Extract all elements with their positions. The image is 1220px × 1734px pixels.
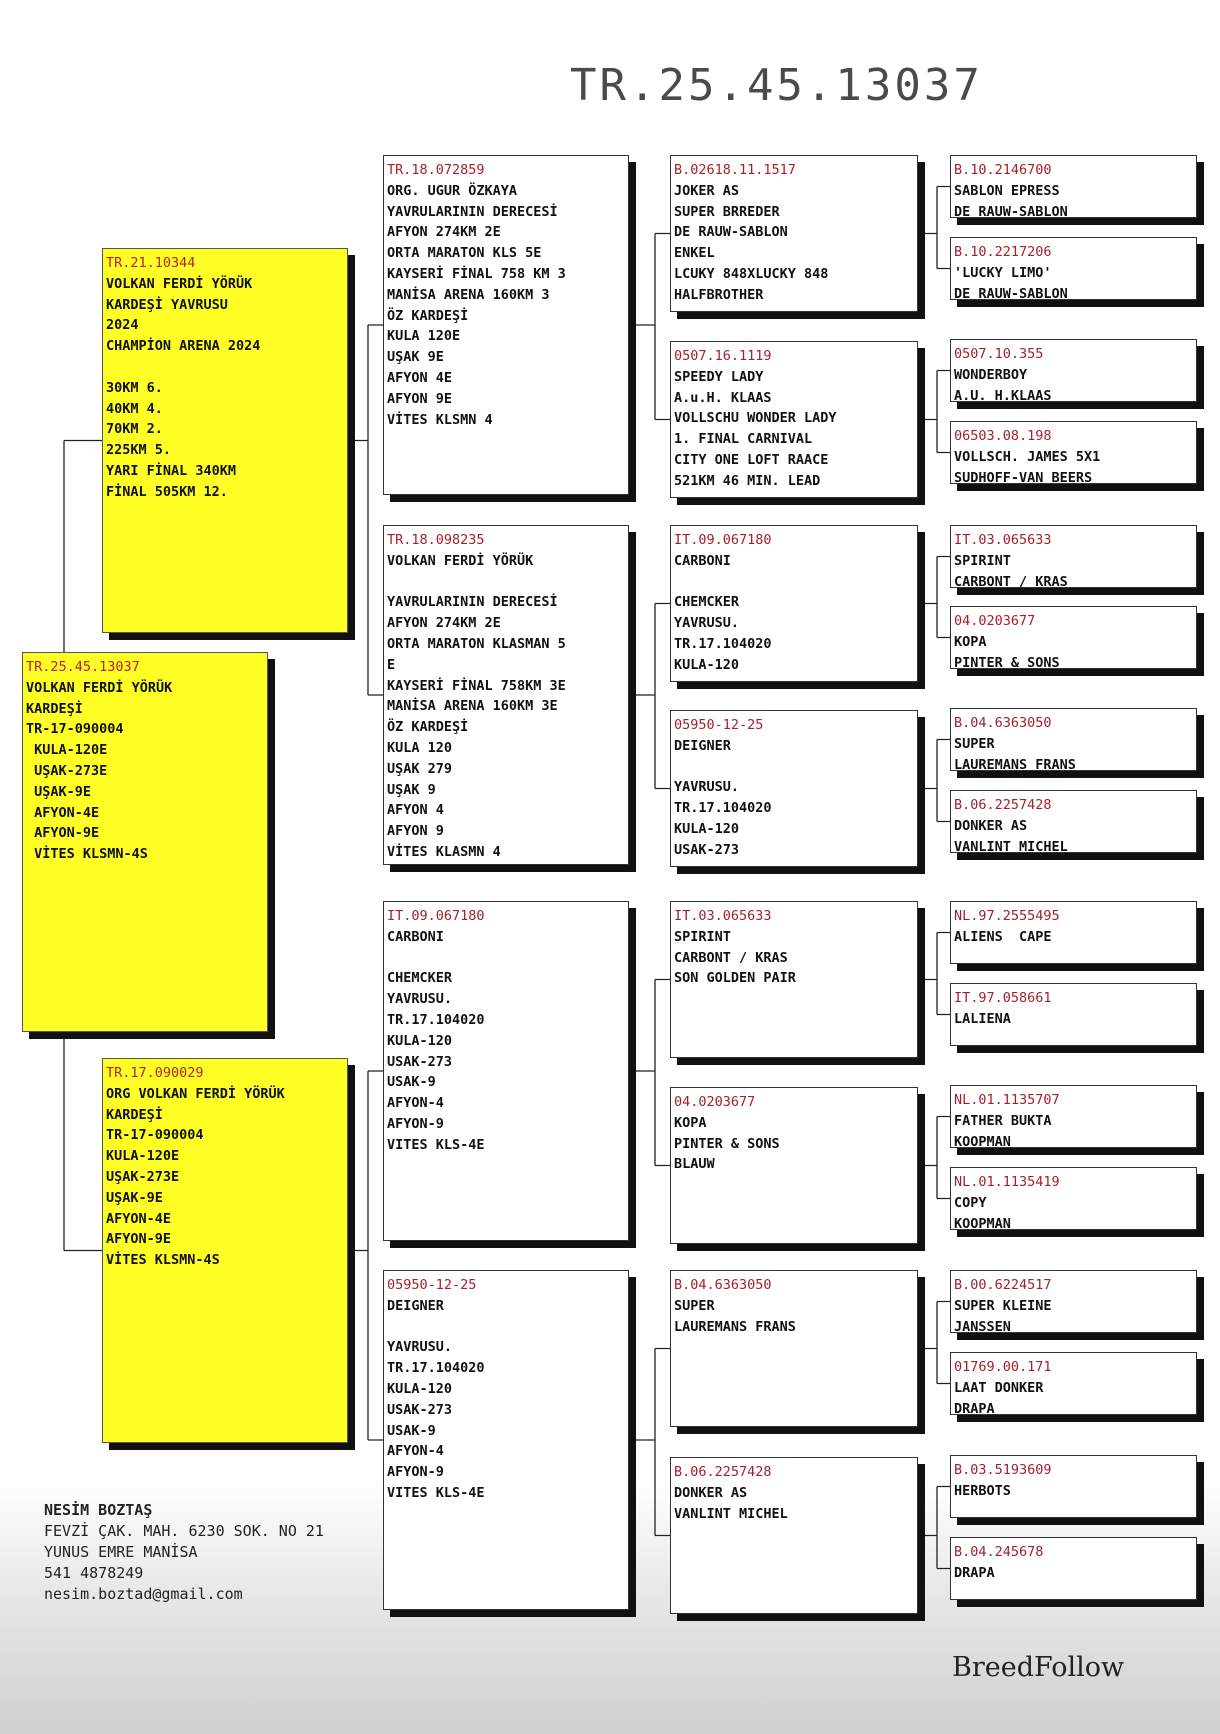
pigeon-info-line: AFYON-9E	[26, 825, 100, 842]
great-great-grandparent-card	[950, 339, 1197, 402]
pigeon-info-line: ÖZ KARDEŞİ	[387, 719, 469, 736]
breedfollow-logo: BreedFollow	[952, 1652, 1125, 1683]
pigeon-info-line: UŞAK-9E	[26, 783, 92, 800]
pigeon-info-line: USAK-273	[387, 1053, 453, 1070]
ring-number: TR.18.098235	[387, 532, 485, 548]
pigeon-info-line: 'LUCKY LIMO'	[954, 264, 1052, 281]
pigeon-info-line: KULA 120E	[387, 328, 461, 345]
pigeon-info-line	[674, 572, 914, 593]
great-grandparent-card	[670, 341, 918, 498]
pigeon-info-line: LALIENA	[954, 1010, 1011, 1027]
grandparent-card	[383, 901, 629, 1241]
pigeon-info-line: HERBOTS	[954, 1482, 1011, 1499]
pigeon-info-line: ORG VOLKAN FERDİ YÖRÜK	[106, 1085, 285, 1102]
pigeon-info-line: VOLLSCH. JAMES 5X1	[954, 448, 1101, 465]
ring-number: IT.09.067180	[674, 532, 772, 548]
pigeon-info-line: UŞAK 279	[387, 760, 453, 777]
pigeon-info-line: SON GOLDEN PAIR	[674, 970, 796, 987]
pigeon-info-line: USAK-9	[387, 1074, 436, 1091]
great-great-grandparent-card	[950, 525, 1197, 588]
pigeon-info-line: SPEEDY LADY	[674, 368, 764, 385]
pigeon-info-line: VOLLSCHU WONDER LADY	[674, 410, 837, 427]
ring-number: 05950-12-25	[387, 1277, 477, 1293]
pigeon-info-line: KULA-120E	[106, 1148, 180, 1165]
pigeon-info-line: KOOPMAN	[954, 1215, 1011, 1230]
pigeon-info-line: SUPER	[674, 1297, 715, 1314]
pigeon-info-line: CITY ONE LOFT RAACE	[674, 451, 829, 468]
pigeon-info-line: SPIRINT	[954, 552, 1011, 569]
great-great-grandparent-card	[950, 1167, 1197, 1230]
great-grandparent-card	[670, 1087, 918, 1244]
ring-number: TR.17.090029	[106, 1065, 204, 1081]
owner-phone: 541 4878249	[44, 1564, 144, 1582]
pigeon-info-line: JOKER AS	[674, 182, 740, 199]
pigeon-info-line: A.U. H.KLAAS	[954, 387, 1052, 402]
great-great-grandparent-card	[950, 983, 1197, 1046]
pigeon-info-line: KARDEŞİ	[106, 1106, 163, 1123]
pigeon-info-line: TR.17.104020	[674, 635, 772, 652]
pigeon-info-line: 40KM 4.	[106, 400, 163, 417]
great-great-grandparent-card	[950, 155, 1197, 218]
great-grandparent-connector	[918, 557, 950, 638]
owner-email[interactable]: nesim.boztad@gmail.com	[44, 1585, 243, 1603]
sire-card	[102, 248, 348, 633]
pigeon-info-line: SUDHOFF-VAN BEERS	[954, 469, 1093, 484]
pigeon-info-line: FİNAL 505KM 12.	[106, 483, 228, 500]
pigeon-info-line	[387, 948, 625, 969]
ring-number: IT.97.058661	[954, 990, 1052, 1006]
grandparent-connector	[629, 1349, 670, 1536]
owner-address-line2: YUNUS EMRE MANİSA	[44, 1543, 198, 1561]
pigeon-info-line: KULA-120	[674, 820, 740, 837]
ring-number: NL.97.2555495	[954, 908, 1060, 924]
pigeon-info-line: SUPER BRREDER	[674, 203, 780, 220]
great-great-grandparent-card	[950, 1455, 1197, 1518]
pigeon-info-line: FATHER BUKTA	[954, 1112, 1052, 1129]
pigeon-info-line: CHEMCKER	[674, 594, 740, 611]
great-great-grandparent-card	[950, 1085, 1197, 1148]
dam-card	[102, 1058, 348, 1443]
great-grandparent-card	[670, 525, 918, 682]
pigeon-info-line: ALIENS CAPE	[954, 928, 1052, 945]
pigeon-info-line: WONDERBOY	[954, 366, 1028, 383]
great-great-grandparent-card	[950, 421, 1197, 484]
great-great-grandparent-card	[950, 1537, 1197, 1600]
ring-number: NL.01.1135707	[954, 1092, 1060, 1108]
pigeon-info-line: 2024	[106, 317, 139, 334]
pigeon-info-line: CARBONT / KRAS	[674, 949, 788, 966]
pigeon-info-line: SABLON EPRESS	[954, 182, 1060, 199]
ring-number: 06503.08.198	[954, 428, 1052, 444]
pigeon-info-line: VANLINT MICHEL	[674, 1505, 788, 1522]
pigeon-info-line: ORG. UGUR ÖZKAYA	[387, 182, 518, 199]
pigeon-info-line: LAAT DONKER	[954, 1379, 1044, 1396]
grandparent-card	[383, 155, 629, 495]
great-grandparent-card	[670, 1457, 918, 1614]
ring-number: 01769.00.171	[954, 1359, 1052, 1375]
subject-pigeon-card	[22, 652, 268, 1032]
great-great-grandparent-card	[950, 790, 1197, 853]
grandparent-card	[383, 525, 629, 865]
ring-number: B.10.2146700	[954, 162, 1052, 178]
great-grandparent-connector	[918, 187, 950, 269]
pigeon-info-line: SUPER	[954, 735, 995, 752]
pigeon-info-line: ORTA MARATON KLASMAN 5	[387, 635, 566, 652]
pigeon-info-line: SPIRINT	[674, 928, 731, 945]
pigeon-info-line: USAK-273	[674, 841, 740, 858]
pigeon-info-line: DE RAUW-SABLON	[954, 203, 1068, 218]
great-grandparent-card	[670, 710, 918, 867]
pigeon-info-line: USAK-273	[387, 1401, 453, 1418]
pigeon-info-line: KOPA	[954, 633, 987, 650]
great-grandparent-card	[670, 901, 918, 1058]
pigeon-info-line: TR.17.104020	[387, 1011, 485, 1028]
pigeon-info-line: CARBONI	[387, 928, 444, 945]
pigeon-info-line: MANİSA ARENA 160KM 3	[387, 286, 550, 303]
ring-number: B.10.2217206	[954, 244, 1052, 260]
ring-number: TR.25.45.13037	[26, 659, 140, 675]
pigeon-info-line: YAVRUSU.	[674, 779, 740, 796]
pigeon-info-line: YAVRUSU.	[387, 991, 453, 1008]
pigeon-info-line: DEIGNER	[387, 1297, 444, 1314]
pigeon-info-line: 70KM 2.	[106, 421, 163, 438]
pigeon-info-line: VİTES KLASMN 4	[387, 843, 501, 860]
pigeon-info-line: UŞAK 9	[387, 781, 436, 798]
pigeon-info-line: LAUREMANS FRANS	[954, 756, 1076, 771]
pigeon-info-line: AFYON-9E	[106, 1231, 172, 1248]
pigeon-info-line: PINTER & SONS	[954, 654, 1060, 669]
pigeon-info-line: DONKER AS	[954, 817, 1028, 834]
pigeon-info-line: AFYON 4E	[387, 369, 453, 386]
pigeon-info-line: PINTER & SONS	[674, 1135, 780, 1152]
ring-number: 05950-12-25	[674, 717, 764, 733]
ring-number: 0507.10.355	[954, 346, 1044, 362]
pigeon-info-line: DONKER AS	[674, 1484, 748, 1501]
pigeon-info-line: CHAMPİON ARENA 2024	[106, 338, 261, 355]
pigeon-info-line: AFYON 9	[387, 823, 444, 840]
pigeon-info-line: YAVRULARININ DERECESİ	[387, 203, 558, 220]
pigeon-info-line: HALFBROTHER	[674, 286, 764, 303]
pigeon-info-line: YARI FİNAL 340KM	[106, 462, 237, 479]
pigeon-info-line: KAYSERİ FİNAL 758 KM 3	[387, 265, 566, 282]
pigeon-info-line: CHEMCKER	[387, 970, 453, 987]
pigeon-info-line: TR-17-090004	[26, 721, 124, 738]
great-grandparent-connector	[918, 1302, 950, 1384]
pigeon-info-line: AFYON-4E	[26, 804, 100, 821]
great-grandparent-connector	[918, 1487, 950, 1569]
pigeon-info-line	[387, 1317, 625, 1338]
great-great-grandparent-card	[950, 237, 1197, 300]
pigeon-info-line: VITES KLS-4E	[387, 1484, 485, 1501]
pigeon-info-line: MANİSA ARENA 160KM 3E	[387, 698, 558, 715]
pigeon-info-line: UŞAK-273E	[106, 1168, 180, 1185]
pigeon-info-line: KOOPMAN	[954, 1133, 1011, 1148]
owner-address-line1: FEVZİ ÇAK. MAH. 6230 SOK. NO 21	[44, 1522, 324, 1540]
ring-number: IT.09.067180	[387, 908, 485, 924]
pigeon-info-line: DRAPA	[954, 1564, 995, 1581]
ring-number: IT.03.065633	[954, 532, 1052, 548]
owner-name: NESİM BOZTAŞ	[44, 1501, 153, 1519]
pigeon-info-line: USAK-9	[387, 1422, 436, 1439]
ring-number: IT.03.065633	[674, 908, 772, 924]
pigeon-info-line: KARDEŞİ YAVRUSU	[106, 296, 228, 313]
great-great-grandparent-card	[950, 606, 1197, 669]
pigeon-info-line: YAVRUSU.	[387, 1339, 453, 1356]
pigeon-info-line: DE RAUW-SABLON	[674, 224, 788, 241]
dam-connector	[348, 1071, 383, 1440]
pigeon-info-line: UŞAK-273E	[26, 762, 108, 779]
great-great-grandparent-card	[950, 708, 1197, 771]
pigeon-info-line: YAVRULARININ DERECESİ	[387, 594, 558, 611]
pigeon-info-line: UŞAK-9E	[106, 1189, 163, 1206]
pigeon-info-line: YAVRUSU.	[674, 615, 740, 632]
pigeon-info-line: VİTES KLSMN-4S	[26, 846, 148, 863]
pigeon-info-line: 1. FINAL CARNIVAL	[674, 431, 813, 448]
pigeon-info-line: AFYON 274KM 2E	[387, 615, 501, 632]
pigeon-info-line: LAUREMANS FRANS	[674, 1318, 796, 1335]
pigeon-info-line: TR-17-090004	[106, 1127, 204, 1144]
great-great-grandparent-card	[950, 1270, 1197, 1333]
ring-number: 0507.16.1119	[674, 348, 772, 364]
pigeon-info-line: DRAPA	[954, 1400, 995, 1415]
ring-number: TR.18.072859	[387, 162, 485, 178]
pigeon-info-line: UŞAK 9E	[387, 349, 444, 366]
pigeon-info-line: 225KM 5.	[106, 442, 172, 459]
pigeon-info-line: LCUKY 848XLUCKY 848	[674, 265, 829, 282]
pigeon-info-line: VOLKAN FERDİ YÖRÜK	[26, 679, 173, 696]
pigeon-info-line: AFYON-9	[387, 1115, 444, 1132]
pigeon-info-line: TR.17.104020	[387, 1360, 485, 1377]
great-grandparent-connector	[918, 740, 950, 822]
pigeon-info-line: AFYON-4	[387, 1443, 444, 1460]
pigeon-info-line: AFYON 9E	[387, 390, 453, 407]
pigeon-info-line: JANSSEN	[954, 1318, 1011, 1333]
pigeon-info-line: AFYON-4	[387, 1095, 444, 1112]
pigeon-info-line: KULA-120	[387, 1380, 453, 1397]
pigeon-info-line: CARBONT / KRAS	[954, 573, 1068, 588]
great-great-grandparent-card	[950, 1352, 1197, 1415]
pigeon-info-line: VANLINT MICHEL	[954, 838, 1068, 853]
pigeon-info-line	[674, 757, 914, 778]
ring-number: B.00.6224517	[954, 1277, 1052, 1293]
great-grandparent-connector	[918, 371, 950, 453]
pigeon-info-line: VOLKAN FERDİ YÖRÜK	[387, 552, 534, 569]
pigeon-info-line: 30KM 6.	[106, 379, 163, 396]
pigeon-info-line: VOLKAN FERDİ YÖRÜK	[106, 275, 253, 292]
pigeon-info-line: KULA-120	[387, 1032, 453, 1049]
grandparent-card	[383, 1270, 629, 1610]
pigeon-info-line: VİTES KLSMN 4	[387, 411, 493, 428]
pigeon-info-line: ÖZ KARDEŞİ	[387, 307, 469, 324]
pigeon-info-line: CARBONI	[674, 552, 731, 569]
pigeon-info-line: ORTA MARATON KLS 5E	[387, 245, 542, 262]
pigeon-info-line: BLAUW	[674, 1156, 715, 1173]
pigeon-info-line: KULA-120	[674, 656, 740, 673]
pigeon-info-line: SUPER KLEINE	[954, 1297, 1052, 1314]
great-great-grandparent-card	[950, 901, 1197, 964]
ring-number: 04.0203677	[674, 1094, 756, 1110]
pigeon-info-line: TR.17.104020	[674, 800, 772, 817]
pigeon-info-line: DEIGNER	[674, 737, 731, 754]
ring-number: B.04.245678	[954, 1544, 1044, 1560]
grandparent-connector	[629, 234, 670, 420]
pigeon-info-line: KARDEŞİ	[26, 700, 83, 717]
great-grandparent-card	[670, 155, 918, 312]
great-grandparent-card	[670, 1270, 918, 1427]
ring-number: B.06.2257428	[674, 1464, 772, 1480]
pigeon-info-line: KAYSERİ FİNAL 758KM 3E	[387, 677, 566, 694]
pigeon-info-line: AFYON 4	[387, 802, 444, 819]
grandparent-connector	[629, 980, 670, 1166]
pigeon-info-line: AFYON-4E	[106, 1210, 172, 1227]
pigeon-info-line: COPY	[954, 1194, 987, 1211]
ring-number: B.04.6363050	[674, 1277, 772, 1293]
owner-contact-block	[44, 1500, 324, 1605]
ring-number: NL.01.1135419	[954, 1174, 1060, 1190]
pigeon-info-line: KOPA	[674, 1114, 707, 1131]
pigeon-info-line: AFYON-9	[387, 1464, 444, 1481]
pigeon-info-line: VITES KLS-4E	[387, 1136, 485, 1153]
grandparent-connector	[629, 604, 670, 789]
ring-number: B.04.6363050	[954, 715, 1052, 731]
pigeon-info-line: KULA-120E	[26, 742, 108, 759]
pigeon-info-line	[387, 572, 625, 593]
pigeon-info-line: 521KM 46 MIN. LEAD	[674, 472, 821, 489]
great-grandparent-connector	[918, 1117, 950, 1199]
pigeon-info-line: VİTES KLSMN-4S	[106, 1252, 220, 1269]
pigeon-info-line: AFYON 274KM 2E	[387, 224, 501, 241]
pigeon-info-line: ENKEL	[674, 245, 715, 262]
ring-number: B.06.2257428	[954, 797, 1052, 813]
ring-number: 04.0203677	[954, 613, 1036, 629]
sire-connector	[348, 325, 383, 695]
pigeon-info-line: DE RAUW-SABLON	[954, 285, 1068, 300]
pigeon-info-line: A.u.H. KLAAS	[674, 389, 772, 406]
pigeon-info-line: KULA 120	[387, 739, 453, 756]
ring-number: B.03.5193609	[954, 1462, 1052, 1478]
great-grandparent-connector	[918, 933, 950, 1015]
ring-number: TR.21.10344	[106, 255, 196, 271]
pigeon-info-line: E	[387, 656, 396, 673]
pedigree-title: TR.25.45.13037	[570, 60, 983, 111]
pigeon-info-line	[106, 357, 344, 378]
ring-number: B.02618.11.1517	[674, 162, 796, 178]
